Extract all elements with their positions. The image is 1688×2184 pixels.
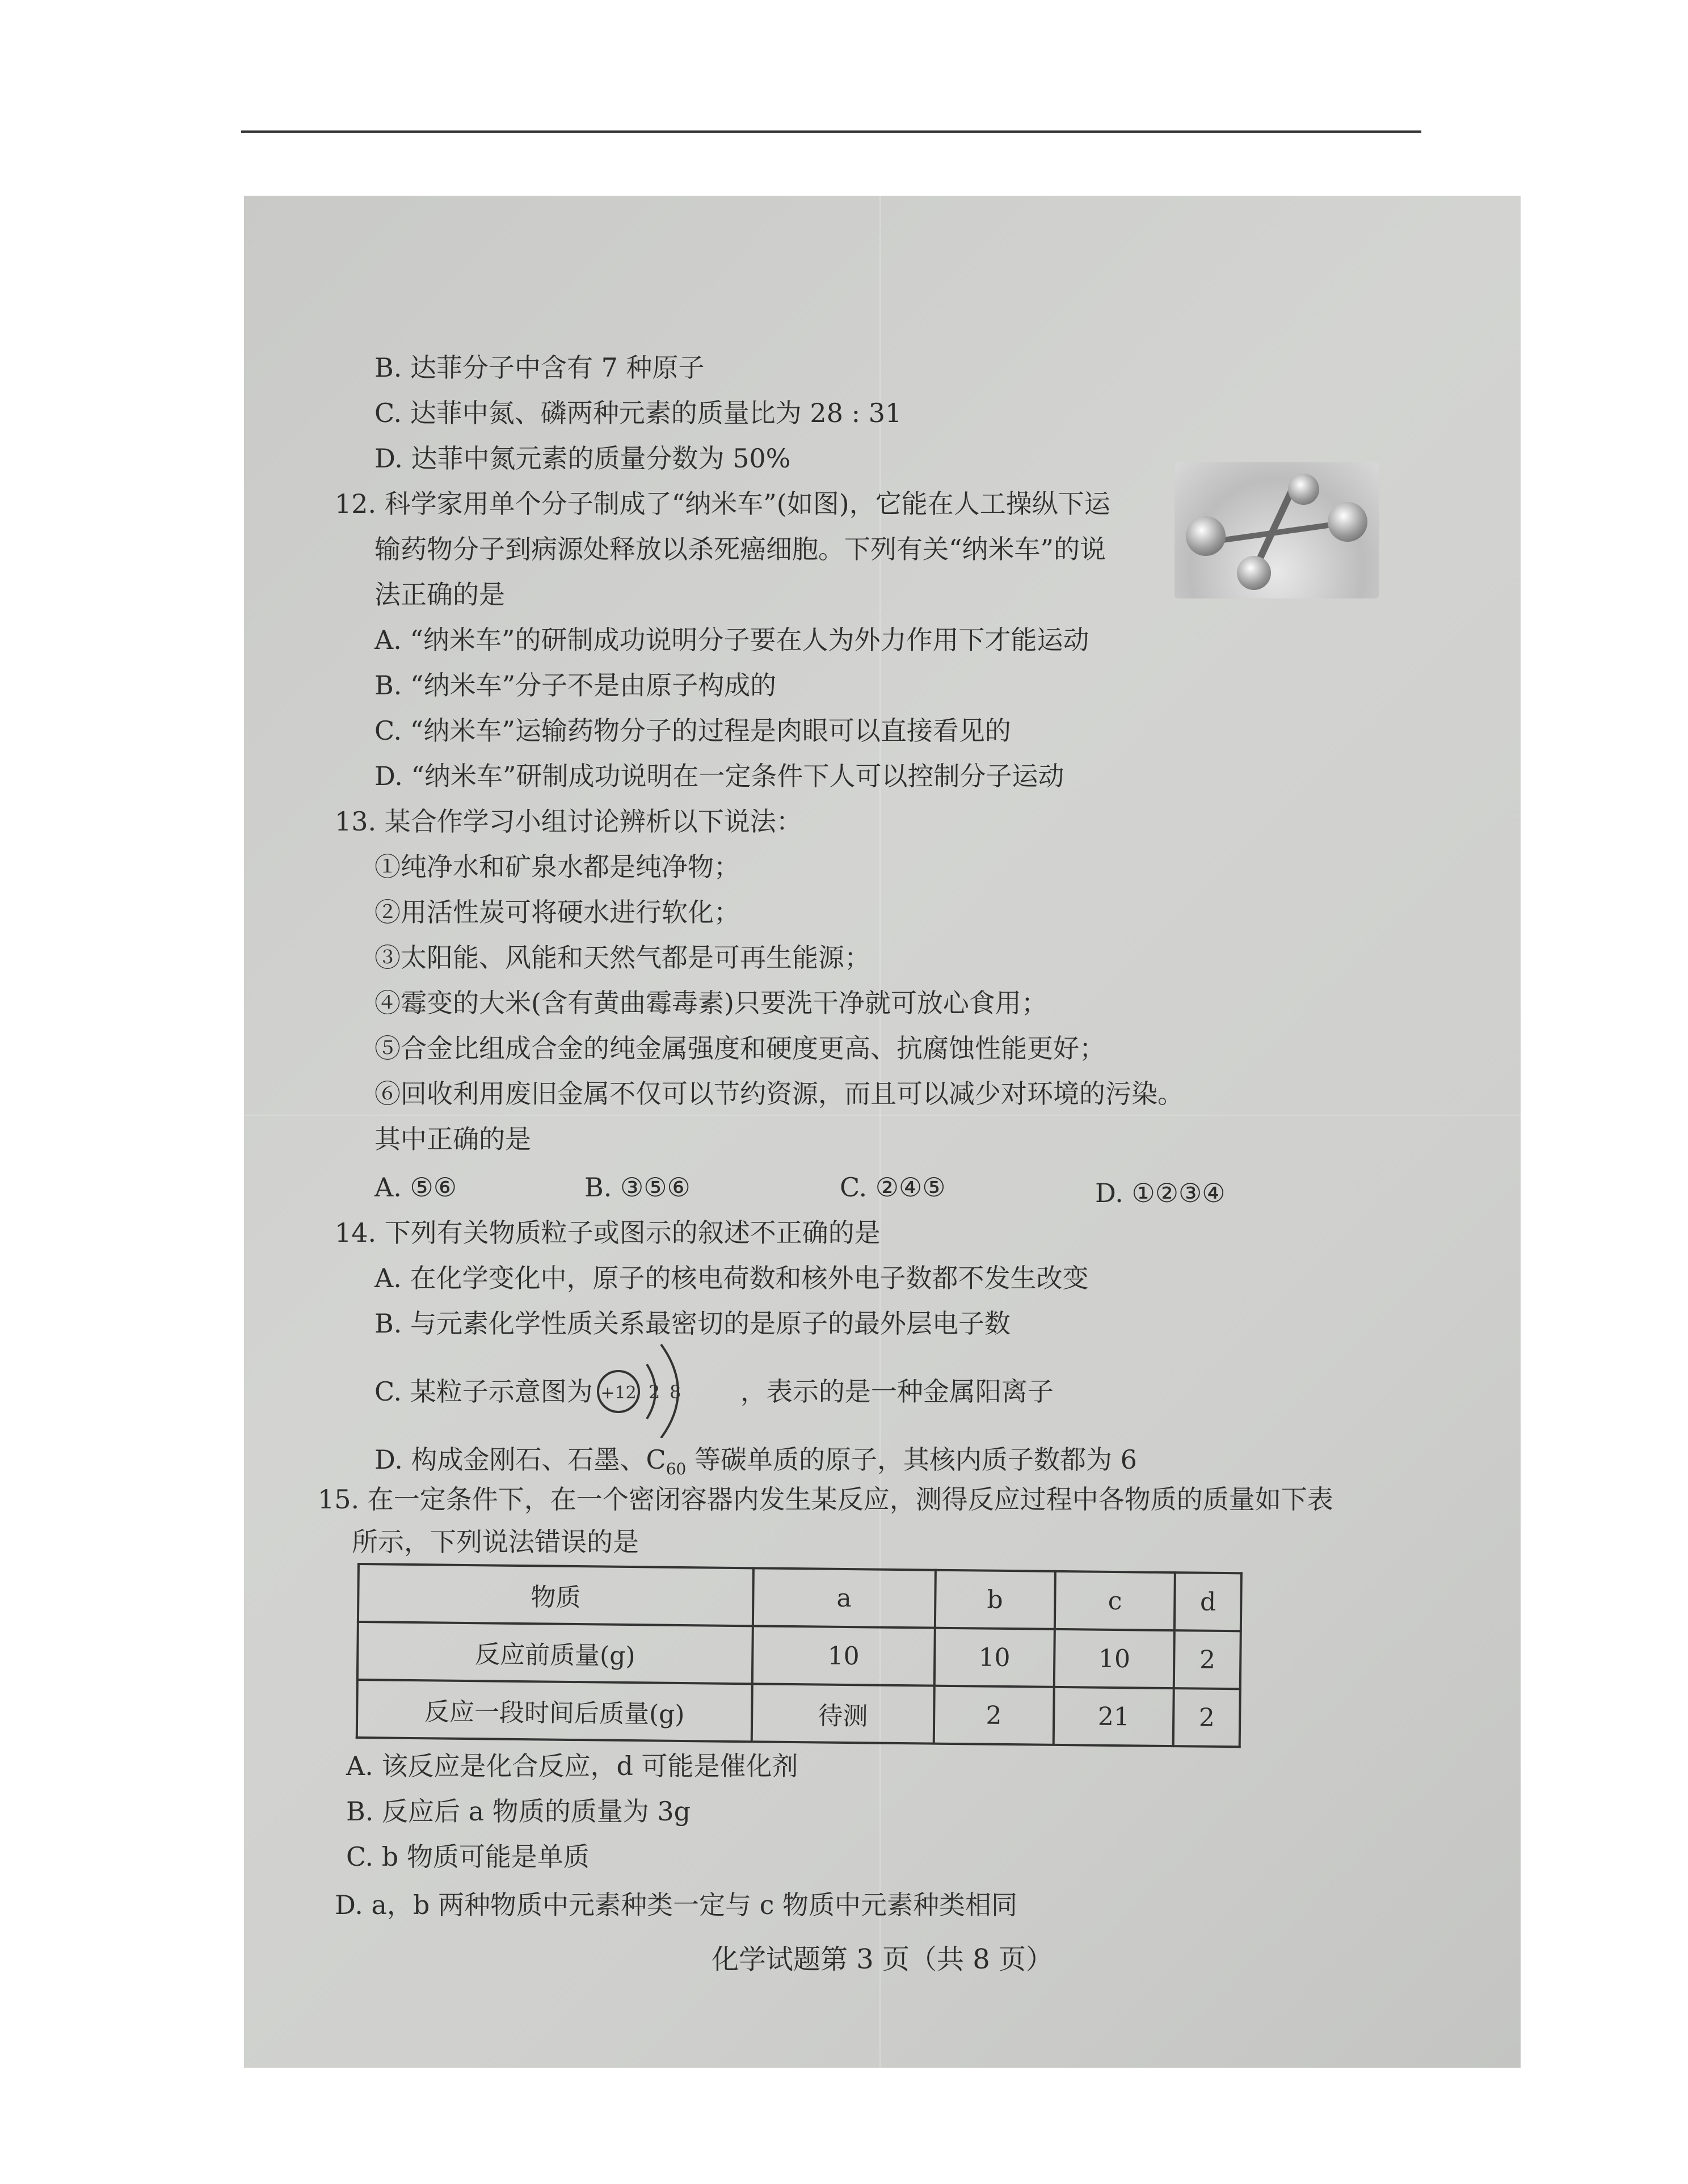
table-header-cell: c (1055, 1571, 1175, 1630)
table-cell: 2 (1174, 1630, 1241, 1689)
nanocar-wheel (1288, 474, 1319, 505)
nanocar-image (1175, 462, 1379, 598)
q13-statement-6: ⑥回收利用废旧金属不仅可以节约资源，而且可以减少对环境的污染。 (374, 1078, 1184, 1109)
c60-subscript: 60 (666, 1460, 687, 1479)
paper-fold (879, 196, 881, 2068)
q13-statement-5: ⑤合金比组成合金的纯金属强度和硬度更高、抗腐蚀性能更好； (374, 1033, 1105, 1064)
q12-stem-line1: 12. 科学家用单个分子制成了“纳米车”(如图)，它能在人工操纵下运 (335, 488, 1110, 519)
exam-page-photo (244, 196, 1521, 2068)
top-rule (241, 130, 1421, 133)
nucleus-charge: +12 (600, 1383, 637, 1403)
atom-structure-svg (590, 1319, 721, 1438)
table-cell: 反应一段时间后质量(g) (357, 1680, 752, 1742)
q14-option-d-suffix: 等碳单质的原子，其核内质子数都为 6 (686, 1444, 1137, 1475)
q11-option-b: B. 达菲分子中含有 7 种原子 (374, 352, 705, 383)
paper-fold (244, 1115, 1521, 1116)
mass-data-table (356, 1563, 1243, 1748)
q15-option-d: D. a，b 两种物质中元素种类一定与 c 物质中元素种类相同 (335, 1890, 1017, 1920)
q14-option-d (374, 1444, 1137, 1485)
q14-stem: 14. 下列有关物质粒子或图示的叙述不正确的是 (335, 1217, 881, 1248)
q14-option-d-prefix: D. 构成金刚石、石墨、C (374, 1444, 666, 1475)
q12-option-a: A. “纳米车”的研制成功说明分子要在人为外力作用下才能运动 (374, 625, 1089, 655)
q13-option-d: D. ①②③④ (1095, 1178, 1226, 1208)
q11-option-c: C. 达菲中氮、磷两种元素的质量比为 28 : 31 (374, 398, 902, 428)
q13-option-c: C. ②④⑤ (840, 1172, 946, 1203)
q15-stem-line2: 所示，下列说法错误的是 (352, 1527, 639, 1557)
q13-statement-3: ③太阳能、风能和天然气都是可再生能源； (374, 942, 870, 973)
q13-option-b: B. ③⑤⑥ (584, 1172, 691, 1203)
q12-option-c: C. “纳米车”运输药物分子的过程是肉眼可以直接看见的 (374, 715, 1011, 746)
q13-statement-1: ①纯净水和矿泉水都是纯净物； (374, 851, 740, 882)
table-header-cell: a (753, 1568, 936, 1628)
table-header-cell: b (934, 1570, 1055, 1629)
table-cell: 待测 (752, 1684, 934, 1743)
table-cell: 10 (934, 1628, 1054, 1687)
table-cell: 反应前质量(g) (357, 1622, 753, 1684)
shell-2-electrons: 8 (670, 1381, 681, 1403)
q13-stem: 13. 某合作学习小组讨论辨析以下说法： (335, 806, 802, 837)
table-cell: 10 (752, 1626, 935, 1685)
shell-1-electrons: 2 (649, 1381, 660, 1403)
q13-option-a: A. ⑤⑥ (374, 1172, 457, 1203)
q12-option-b: B. “纳米车”分子不是由原子构成的 (374, 670, 777, 701)
q13-ask: 其中正确的是 (374, 1124, 531, 1154)
table-cell: 2 (1173, 1688, 1240, 1747)
q13-statement-2: ②用活性炭可将硬水进行软化； (374, 897, 740, 927)
q12-stem-line2: 输药物分子到病源处释放以杀死癌细胞。下列有关“纳米车”的说 (374, 534, 1106, 564)
q14-option-c-suffix: ，表示的是一种金属阳离子 (740, 1376, 1054, 1407)
q12-stem-line3: 法正确的是 (374, 579, 505, 610)
q11-option-d: D. 达菲中氮元素的质量分数为 50% (374, 443, 791, 474)
nanocar-wheel (1186, 516, 1226, 556)
table-header-cell: 物质 (358, 1564, 754, 1626)
table-cell: 21 (1054, 1687, 1174, 1746)
q15-option-b: B. 反应后 a 物质的质量为 3g (346, 1796, 691, 1827)
nanocar-wheel (1237, 556, 1271, 590)
q14-option-c-prefix: C. 某粒子示意图为 (374, 1376, 593, 1407)
q15-option-a: A. 该反应是化合反应，d 可能是催化剂 (346, 1751, 798, 1781)
table-row (357, 1680, 1240, 1747)
table-header-row (358, 1564, 1241, 1631)
q12-option-d: D. “纳米车”研制成功说明在一定条件下人可以控制分子运动 (374, 761, 1064, 791)
q14-option-a: A. 在化学变化中，原子的核电荷数和核外电子数都不发生改变 (374, 1263, 1089, 1293)
nanocar-wheel (1328, 502, 1367, 542)
q13-statement-4: ④霉变的大米(含有黄曲霉毒素)只要洗干净就可放心食用； (374, 988, 1047, 1018)
q15-option-c: C. b 物质可能是单质 (346, 1841, 590, 1872)
table-cell: 10 (1054, 1629, 1175, 1688)
table-header-cell: d (1175, 1572, 1241, 1631)
mass-table (357, 1563, 1243, 1739)
page-footer: 化学试题第 3 页（共 8 页） (711, 1943, 1054, 1975)
q15-stem-line1: 15. 在一定条件下，在一个密闭容器内发生某反应，测得反应过程中各物质的质量如下表 (318, 1484, 1333, 1515)
table-row (357, 1622, 1241, 1689)
q14-option-b: B. 与元素化学性质关系最密切的是原子的最外层电子数 (374, 1308, 1011, 1339)
atom-structure-diagram (590, 1319, 721, 1438)
table-cell: 2 (933, 1686, 1054, 1745)
